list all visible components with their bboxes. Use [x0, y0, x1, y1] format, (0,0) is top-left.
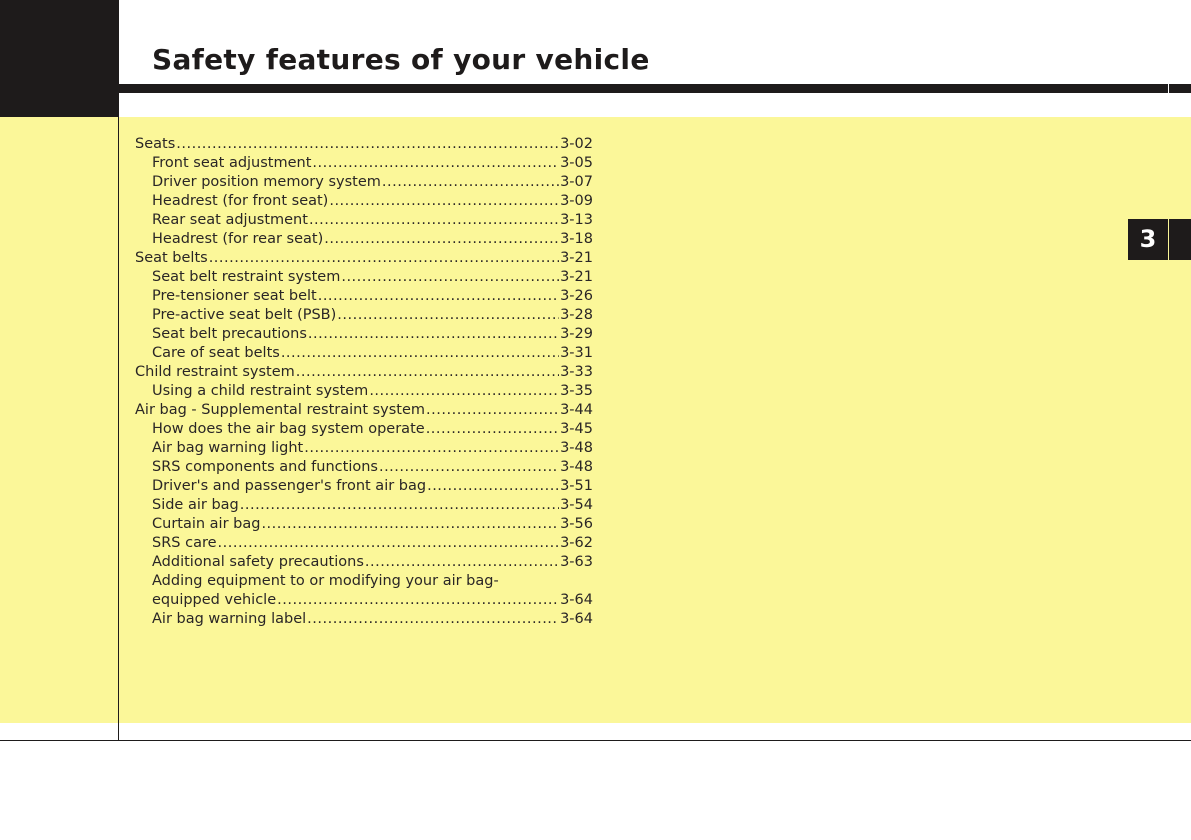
- toc-leader-dots: [261, 515, 559, 534]
- toc-leader-dots: [324, 230, 559, 249]
- toc-entry-label: Headrest (for rear seat): [152, 231, 324, 247]
- toc-leader-dots: [341, 268, 559, 287]
- toc-leader-dots: [307, 610, 559, 629]
- toc-entry[interactable]: [135, 534, 593, 553]
- toc-entry-page: 3-13: [560, 212, 593, 228]
- toc-leader-dots: [369, 382, 559, 401]
- toc-entry[interactable]: [135, 325, 593, 344]
- toc-entry-page: 3-21: [560, 250, 593, 266]
- toc-entry-page: 3-63: [560, 554, 593, 570]
- toc-entry-page: 3-21: [560, 269, 593, 285]
- toc-entry-page: 3-45: [560, 421, 593, 437]
- toc-entry-page: 3-29: [560, 326, 593, 342]
- toc-entry-label: Seat belt restraint system: [152, 269, 341, 285]
- toc-entry[interactable]: [135, 230, 593, 249]
- toc-leader-dots: [426, 401, 559, 420]
- toc-entry-page: 3-48: [560, 459, 593, 475]
- toc-entry[interactable]: [135, 135, 593, 154]
- toc-entry-label: Headrest (for front seat): [152, 193, 329, 209]
- toc-entry[interactable]: [135, 173, 593, 192]
- chapter-tab-tail: [1169, 219, 1191, 260]
- toc-entry[interactable]: [135, 496, 593, 515]
- toc-entry-page: 3-44: [560, 402, 593, 418]
- toc-leader-dots: [277, 591, 559, 610]
- page-title: Safety features of your vehicle: [152, 43, 650, 76]
- toc-entry[interactable]: [135, 287, 593, 306]
- toc-entry-page: 3-51: [560, 478, 593, 494]
- toc-leader-dots: [304, 439, 559, 458]
- title-underline-bar: [119, 84, 1168, 93]
- toc-entry-label: Side air bag: [152, 497, 239, 513]
- toc-leader-dots: [312, 154, 559, 173]
- toc-entry[interactable]: [135, 477, 593, 496]
- toc-leader-dots: [296, 363, 559, 382]
- corner-block: [0, 0, 119, 117]
- toc-leader-dots: [318, 287, 559, 306]
- toc-entry-label: Rear seat adjustment: [152, 212, 308, 228]
- toc-leader-dots: [382, 173, 559, 192]
- toc-entry-page: 3-09: [560, 193, 593, 209]
- toc-leader-dots: [426, 420, 559, 439]
- toc-leader-dots: [427, 477, 559, 496]
- toc-entry-page: 3-62: [560, 535, 593, 551]
- toc-entry[interactable]: [135, 306, 593, 325]
- toc-entry-label: Driver's and passenger's front air bag: [152, 478, 427, 494]
- toc-leader-dots: [240, 496, 559, 515]
- toc-entry[interactable]: [135, 211, 593, 230]
- toc-entry[interactable]: [135, 553, 593, 572]
- toc-leader-dots: [337, 306, 559, 325]
- toc-entry-label: Pre-tensioner seat belt: [152, 288, 317, 304]
- toc-entry[interactable]: [135, 439, 593, 458]
- toc-entry-label: Curtain air bag: [152, 516, 261, 532]
- margin-highlight: [0, 117, 118, 723]
- toc-entry-label: equipped vehicle: [152, 592, 277, 608]
- toc-entry-page: 3-56: [560, 516, 593, 532]
- toc-leader-dots: [329, 192, 559, 211]
- toc-entry-page: 3-07: [560, 174, 593, 190]
- toc-entry-page: 3-02: [560, 136, 593, 152]
- toc-entry[interactable]: [135, 401, 593, 420]
- toc-entry-label: Front seat adjustment: [152, 155, 312, 171]
- toc-entry[interactable]: [135, 249, 593, 268]
- toc-leader-dots: [379, 458, 559, 477]
- toc-entry[interactable]: [135, 515, 593, 534]
- toc-entry-label: Using a child restraint system: [152, 383, 369, 399]
- toc-entry-label: Care of seat belts: [152, 345, 280, 361]
- toc-entry-label: How does the air bag system operate: [152, 421, 425, 437]
- toc-entry-label: Pre-active seat belt (PSB): [152, 307, 337, 323]
- toc-entry[interactable]: [135, 268, 593, 287]
- toc-leader-dots: [309, 211, 559, 230]
- toc-entry[interactable]: [135, 363, 593, 382]
- toc-entry-label: Child restraint system: [135, 364, 295, 380]
- toc-entry-page: 3-26: [560, 288, 593, 304]
- margin-rule: [118, 117, 119, 740]
- toc-entry-label: SRS care: [152, 535, 217, 551]
- title-underline-tail: [1169, 84, 1191, 93]
- toc-leader-dots: [209, 249, 559, 268]
- toc-entry[interactable]: [135, 382, 593, 401]
- toc-entry[interactable]: [135, 591, 593, 610]
- toc-entry[interactable]: [135, 344, 593, 363]
- toc-leader-dots: [218, 534, 560, 553]
- chapter-tab: 3: [1128, 219, 1168, 260]
- toc-entry[interactable]: [135, 610, 593, 629]
- toc-entry[interactable]: [135, 458, 593, 477]
- toc-entry-label: Seat belts: [135, 250, 208, 266]
- toc-entry-page: 3-28: [560, 307, 593, 323]
- toc-leader-dots: [281, 344, 559, 363]
- toc-entry-wrapped-line[interactable]: [135, 572, 593, 591]
- toc-entry-label: Air bag - Supplemental restraint system: [135, 402, 426, 418]
- toc-entry-page: 3-54: [560, 497, 593, 513]
- toc-leader-dots: [176, 135, 559, 154]
- toc-entry-label: Driver position memory system: [152, 174, 381, 190]
- toc-entry-page: 3-33: [560, 364, 593, 380]
- toc-entry-page: 3-35: [560, 383, 593, 399]
- toc-leader-dots: [365, 553, 559, 572]
- toc-entry[interactable]: [135, 154, 593, 173]
- toc-leader-dots: [308, 325, 559, 344]
- toc-entry-label: Air bag warning light: [152, 440, 304, 456]
- toc-entry-label: Seats: [135, 136, 176, 152]
- toc-entry-page: 3-48: [560, 440, 593, 456]
- toc-entry-page: 3-05: [560, 155, 593, 171]
- toc-entry-page: 3-64: [560, 592, 593, 608]
- toc-entry-page: 3-64: [560, 611, 593, 627]
- toc-entry-label: Air bag warning label: [152, 611, 307, 627]
- toc-entry[interactable]: [135, 420, 593, 439]
- toc-entry-label: SRS components and functions: [152, 459, 378, 475]
- toc-entry-label: Seat belt precautions: [152, 326, 307, 342]
- toc-entry[interactable]: [135, 192, 593, 211]
- table-of-contents: [135, 135, 593, 629]
- toc-entry-page: 3-18: [560, 231, 593, 247]
- toc-entry-label-line1: Adding equipment to or modifying your air bag-: [152, 573, 499, 589]
- bottom-rule: [0, 740, 1191, 741]
- toc-entry-page: 3-31: [560, 345, 593, 361]
- toc-entry-label: Additional safety precautions: [152, 554, 364, 570]
